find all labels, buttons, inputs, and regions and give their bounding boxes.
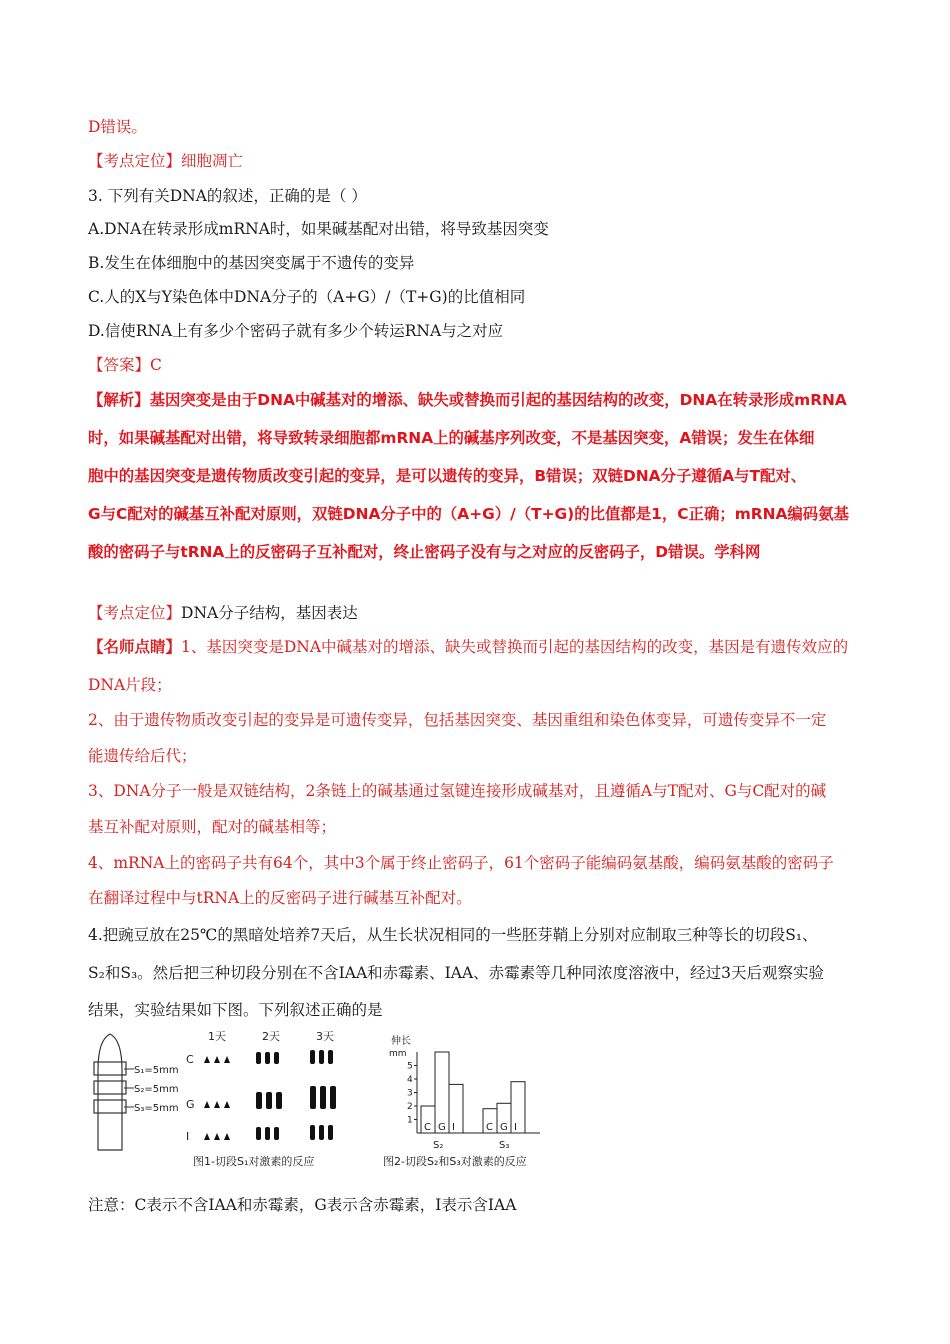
day1-segments: [204, 1056, 230, 1140]
key-point-line-2: [88, 603, 358, 623]
option-b: B.发生在体细胞中的基因突变属于不遗传的变异: [88, 254, 415, 272]
analysis-line-3: 胞中的基因突变是遗传物质改变引起的变异，是可以遗传的变异，B错误；双链DNA分子遵循A与T配对、: [88, 467, 807, 485]
figure-2-caption: 图2-切段S₂和S₃对激素的反应: [383, 1155, 527, 1168]
bar-label-c: C: [486, 1122, 493, 1133]
teacher-note-line-8: 在翻译过程中与tRNA上的反密码子进行碱基互补配对。: [88, 889, 472, 907]
key-point-line-1: [88, 151, 243, 171]
teacher-note-line-4: 能遗传给后代；: [88, 747, 197, 765]
bar-label-i: I: [514, 1122, 517, 1133]
teacher-note-line-2: DNA片段；: [88, 676, 172, 694]
y-tick-label: 1: [407, 1115, 413, 1126]
analysis-line-5: 酸的密码子与tRNA上的反密码子互补配对，终止密码子没有与之对应的反密码子，D错误。学科网: [88, 543, 761, 561]
teacher-note-content: 1、基因突变是DNA中碱基对的增添、缺失或替换而引起的基因结构的改变，基因是有遗传效应的: [181, 638, 849, 656]
group-label-s2: S₂: [433, 1140, 444, 1151]
teacher-note-line-7: 4、mRNA上的密码子共有64个，其中3个属于终止密码子，61个密码子能编码氨基酸，编码氨基酸的密码子: [88, 854, 834, 872]
bar-label-g: G: [438, 1122, 446, 1133]
y-tick-label: 4: [407, 1075, 413, 1085]
option-d: D.信使RNA上有多少个密码子就有多少个转运RNA与之对应: [88, 322, 504, 340]
seg-label-s2: S₂=5mm: [134, 1084, 179, 1095]
seg-label-s1: S₁=5mm: [134, 1065, 179, 1076]
teacher-note-line-1: [88, 637, 848, 657]
figure-1-svg: [88, 1030, 368, 1170]
teacher-note-line-5: 3、DNA分子一般是双链结构，2条链上的碱基通过氢键连接形成碱基对，且遵循A与T配对、G与C配对的碱: [88, 782, 827, 800]
y-tick-label: 3: [407, 1088, 413, 1099]
row-label-g: G: [186, 1098, 195, 1111]
bar-label-g: G: [500, 1122, 508, 1133]
coleoptile-outline: [98, 1034, 122, 1150]
key-point-tag: 【考点定位】: [88, 152, 182, 170]
segment-s2: [94, 1081, 126, 1094]
analysis-line-4: G与C配对的碱基互补配对原则，双链DNA分子中的（A+G）/（T+G)的比值都是1，C正确；mRNA编码氨基: [88, 505, 849, 523]
figure-1-caption: 图1-切段S₁对激素的反应: [193, 1155, 315, 1168]
row-label-c: C: [186, 1053, 194, 1066]
note-line: 注意：C表示不含IAA和赤霉素，G表示含赤霉素，I表示含IAA: [88, 1196, 517, 1214]
question-4-stem-2: S₂和S₃。然后把三种切段分别在不含IAA和赤霉素、IAA、赤霉素等几种同浓度溶液中，经过3天后观察实验: [88, 964, 825, 982]
day-label-2: 2天: [262, 1030, 280, 1043]
key-point-tag: 【考点定位】: [88, 604, 182, 622]
figure-2-chart: [375, 1030, 565, 1170]
question-4-stem-3: 结果，实验结果如下图。下列叙述正确的是: [88, 1001, 383, 1019]
answer-line: 【答案】C: [88, 356, 162, 374]
day3-segments: [310, 1050, 336, 1140]
option-c: C.人的X与Y染色体中DNA分子的（A+G）/（T+G)的比值相同: [88, 288, 526, 306]
y-axis-unit: mm: [389, 1049, 407, 1059]
figure-2: [375, 1030, 565, 1170]
key-point-content: DNA分子结构，基因表达: [181, 604, 358, 622]
bars: [421, 1052, 525, 1133]
bar-g-2: [435, 1052, 449, 1133]
teacher-note-tag: 【名师点睛】: [88, 637, 182, 656]
day2-segments: [256, 1052, 282, 1140]
bar-label-c: C: [424, 1122, 431, 1133]
y-axis-label: 伸长: [391, 1036, 411, 1047]
question-4-stem-1: 4.把豌豆放在25℃的黑暗处培养7天后，从生长状况相同的一些胚芽鞘上分别对应制取三种等长的切段S₁、: [88, 926, 818, 944]
bar-label-i: I: [452, 1122, 455, 1133]
analysis-line-1: 【解析】基因突变是由于DNA中碱基对的增添、缺失或替换而引起的基因结构的改变，DNA在转录形成mRNA: [88, 391, 847, 409]
day-label-1: 1天: [208, 1030, 226, 1043]
group-label-s3: S₃: [499, 1140, 510, 1151]
row-label-i: I: [186, 1130, 190, 1143]
analysis-line-2: 时，如果碱基配对出错，将导致转录细胞都mRNA上的碱基序列改变，不是基因突变，A错误；发生在体细: [88, 429, 815, 447]
segment-s1: [94, 1062, 126, 1075]
y-ticks: [407, 1062, 417, 1126]
figure-1: [88, 1030, 368, 1170]
y-tick-label: 5: [407, 1061, 413, 1072]
teacher-note-line-6: 基互补配对原则，配对的碱基相等；: [88, 818, 337, 836]
question-3-stem: 3. 下列有关DNA的叙述，正确的是（ ）: [88, 187, 367, 205]
text-line-d-wrong: D错误。: [88, 118, 147, 136]
teacher-note-line-3: 2、由于遗传物质改变引起的变异是可遗传变异，包括基因突变、基因重组和染色体变异，可遗传变异不一定: [88, 711, 827, 729]
seg-label-s3: S₃=5mm: [134, 1103, 179, 1114]
option-a: A.DNA在转录形成mRNA时，如果碱基配对出错，将导致基因突变: [88, 220, 549, 238]
key-point-content: 细胞凋亡: [181, 152, 244, 170]
segment-s3: [94, 1100, 126, 1113]
day-label-3: 3天: [316, 1030, 334, 1043]
y-tick-label: 2: [407, 1102, 413, 1112]
